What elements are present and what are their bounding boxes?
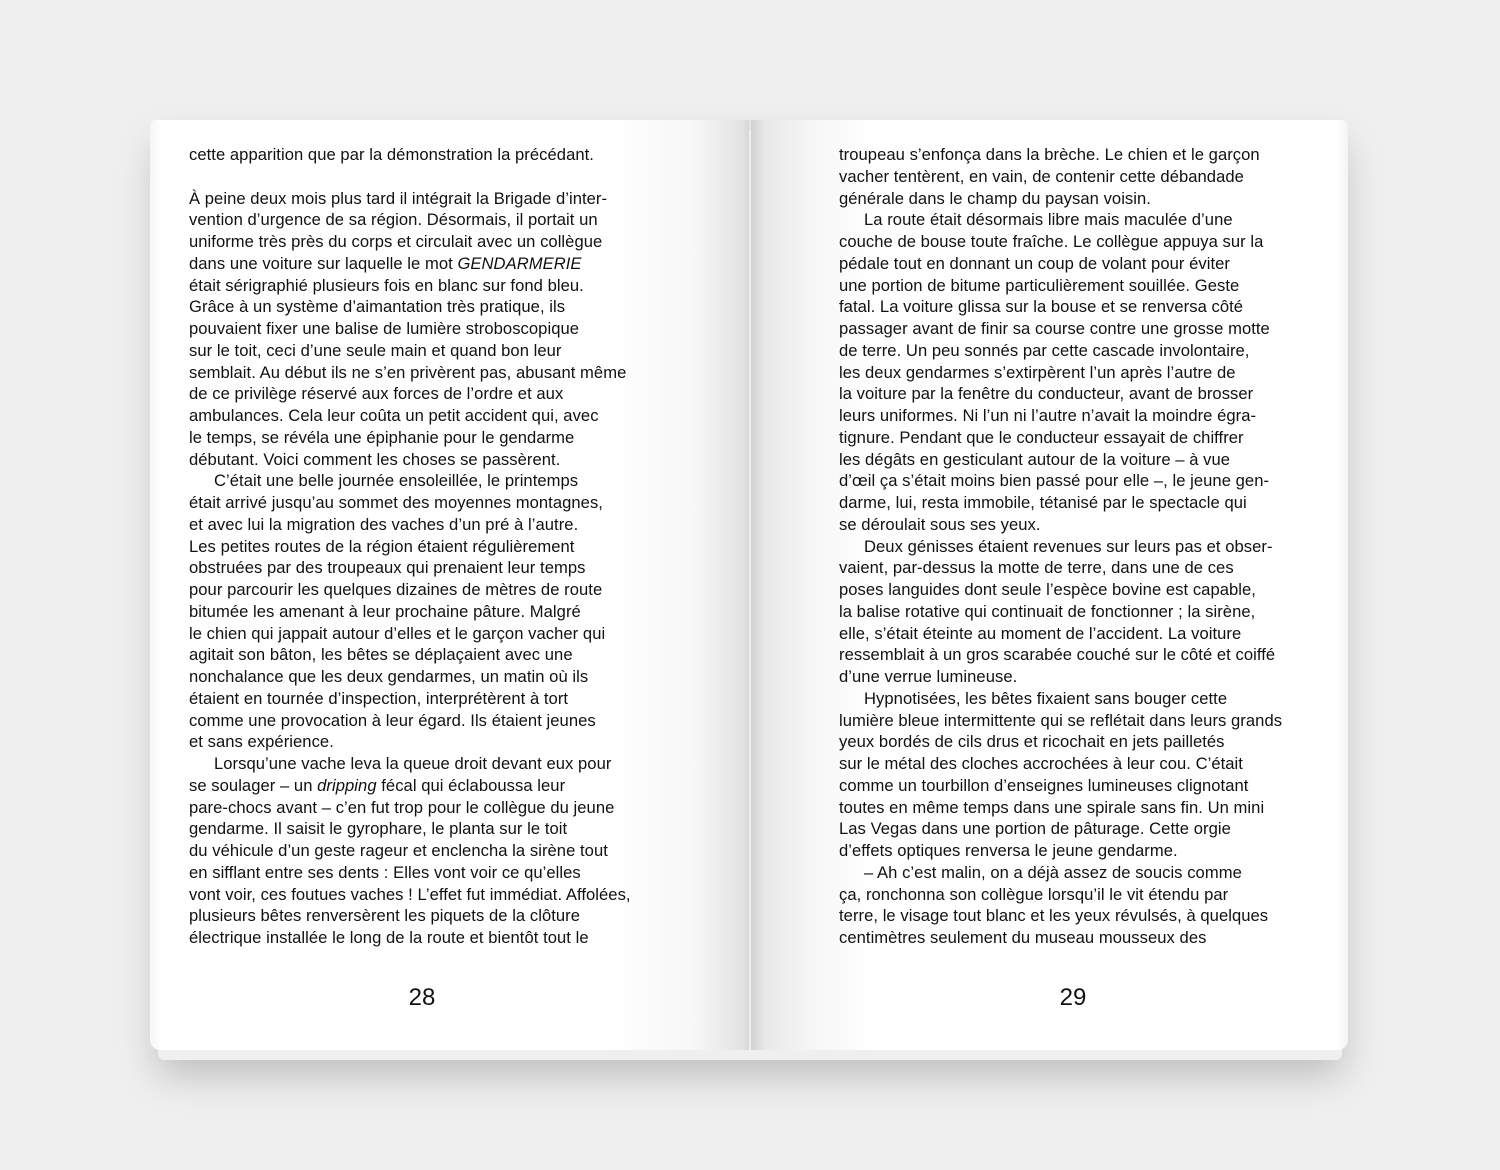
text-line <box>839 470 1319 492</box>
line-text: étaient en tournée d’inspection, interprétèrent à tort <box>189 688 569 708</box>
text-line <box>839 905 1319 927</box>
line-text: À peine deux mois plus tard il intégrait la Brigade d’inter- <box>189 188 608 208</box>
text-line <box>189 927 669 949</box>
italic-text: dripping <box>317 775 377 795</box>
line-text: pédale tout en donnant un coup de volant pour éviter <box>839 253 1231 273</box>
text-line <box>189 492 669 514</box>
right-page-number: 29 <box>1059 984 1087 1011</box>
line-text: de terre. Un peu sonnés par cette cascade involontaire, <box>839 340 1250 360</box>
line-text: ambulances. Cela leur coûta un petit accident qui, avec <box>189 406 599 425</box>
text-line <box>839 318 1319 340</box>
line-text: tignure. Pendant que le conducteur essayait de chiffrer <box>839 427 1244 447</box>
text-line <box>189 188 669 210</box>
text-line <box>189 383 669 405</box>
line-text: obstruées par des troupeaux qui prenaient leur temps <box>189 558 586 578</box>
line-text: troupeau s’enfonça dans la brèche. Le chien et le garçon <box>839 145 1260 164</box>
text-line <box>839 231 1319 253</box>
left-page-number: 28 <box>408 984 436 1011</box>
line-text: ressemblait à un gros scarabée couché sur le côté et coiffé <box>839 645 1276 665</box>
text-line <box>189 253 669 275</box>
text-line <box>839 405 1319 427</box>
line-text: nonchalance que les deux gendarmes, un matin où ils <box>189 667 589 686</box>
text-line <box>189 340 669 362</box>
text-line <box>189 666 669 688</box>
text-line <box>839 383 1319 405</box>
text-line <box>839 209 1319 231</box>
text-line <box>189 209 669 231</box>
text-line <box>189 579 669 601</box>
text-line <box>189 862 669 884</box>
line-text: d’effets optiques renversa le jeune gendarme. <box>839 841 1178 860</box>
line-text: de ce privilège réservé aux forces de l’ordre et aux <box>189 384 564 404</box>
line-text: d’une verrue lumineuse. <box>839 667 1018 686</box>
line-text: les deux gendarmes s’extirpèrent l’un après l’autre de <box>839 362 1236 382</box>
line-text: cette apparition que par la démonstration la précédant. <box>189 145 594 164</box>
text-line <box>189 623 669 645</box>
text-line <box>839 601 1319 623</box>
text-line <box>189 275 669 297</box>
text-line <box>839 275 1319 297</box>
line-text: Grâce à un système d’aimantation très pratique, ils <box>189 297 566 317</box>
text-line <box>189 470 669 492</box>
text-line <box>189 797 669 819</box>
line-text: passager avant de finir sa course contre une grosse motte <box>839 319 1270 338</box>
text-line <box>839 427 1319 449</box>
text-line <box>839 296 1319 318</box>
line-text: comme un tourbillon d’enseignes lumineuses clignotant <box>839 775 1249 795</box>
line-text: Deux génisses étaient revenues sur leurs pas et obser- <box>864 536 1273 556</box>
text-line <box>839 862 1319 884</box>
line-text: le temps, se révéla une épiphanie pour le gendarme <box>189 427 575 447</box>
line-text: agitait son bâton, les bêtes se déplaçaient avec une <box>189 645 573 665</box>
text-line <box>839 579 1319 601</box>
line-text: pouvaient fixer une balise de lumière stroboscopique <box>189 319 580 338</box>
left-page <box>150 120 749 1050</box>
text-line <box>839 710 1319 732</box>
line-text: fatal. La voiture glissa sur la bouse et se renversa côté <box>839 297 1244 317</box>
line-text: poses languides dont seule l’espèce bovine est capable, <box>839 580 1256 599</box>
line-text: yeux bordés de cils drus et ricochait en jets pailletés <box>839 732 1225 752</box>
line-text: se soulager – un <box>189 775 318 795</box>
line-text: uniforme très près du corps et circulait avec un collègue <box>189 232 603 251</box>
line-text: sur le métal des cloches accrochées à leur cou. C’était <box>839 754 1243 773</box>
line-text: bitumée les amenant à leur prochaine pâture. Malgré <box>189 601 581 621</box>
text-line <box>189 644 669 666</box>
text-line <box>839 623 1319 645</box>
text-line <box>839 253 1319 275</box>
text-line <box>189 710 669 732</box>
line-text: vaient, par-dessus la motte de terre, dans une de ces <box>839 558 1234 578</box>
right-page <box>751 120 1348 1050</box>
line-text: vention d’urgence de sa région. Désormais, il portait un <box>189 210 598 230</box>
text-line <box>189 318 669 340</box>
line-text: plusieurs bêtes renversèrent les piquets de la clôture <box>189 906 581 926</box>
line-text: semblait. Au début ils ne s’en privèrent pas, abusant même <box>189 362 627 382</box>
line-text: les dégâts en gesticulant autour de la voiture – à vue <box>839 449 1231 469</box>
line-text: était arrivé jusqu’au sommet des moyennes montagnes, <box>189 493 603 512</box>
line-text: et avec lui la migration des vaches d’un pré à l’autre. <box>189 514 579 534</box>
line-text: Lorsqu’une vache leva la queue droit devant eux pour <box>214 754 612 773</box>
line-text: Hypnotisées, les bêtes fixaient sans bouger cette <box>864 688 1228 708</box>
text-line <box>839 340 1319 362</box>
line-text: ça, ronchonna son collègue lorsqu’il le vit étendu par <box>839 884 1229 904</box>
italic-text: GENDARMERIE <box>457 253 582 273</box>
line-text: dans une voiture sur laquelle le mot <box>189 253 458 273</box>
text-line <box>189 427 669 449</box>
left-page-text <box>189 144 669 949</box>
line-text: se déroulait sous ses yeux. <box>839 514 1041 534</box>
line-text: vont voir, ces foutues vaches ! L’effet fut immédiat. Affolées, <box>189 884 631 904</box>
line-text: d’œil ça s’était moins bien passé pour elle –, le jeune gen- <box>839 471 1270 491</box>
line-text: pare-chocs avant – c’en fut trop pour le collègue du jeune <box>189 797 615 817</box>
line-text: une portion de bitume particulièrement souillée. Geste <box>839 275 1240 295</box>
text-line <box>839 797 1319 819</box>
text-line <box>839 927 1319 949</box>
right-page-text <box>839 144 1319 949</box>
line-text: centimètres seulement du museau mousseux des <box>839 928 1207 947</box>
line-text: vacher tentèrent, en vain, de contenir cette débandade <box>839 166 1244 186</box>
line-text: électrique installée le long de la route et bientôt tout le <box>189 928 589 947</box>
line-text: Les petites routes de la région étaient régulièrement <box>189 536 575 556</box>
text-line <box>189 362 669 384</box>
text-line <box>839 449 1319 471</box>
line-text: leurs uniformes. Ni l’un ni l’autre n’avait la moindre égra- <box>839 406 1257 425</box>
text-line <box>839 666 1319 688</box>
line-text: couche de bouse toute fraîche. Le collègue appuya sur la <box>839 232 1264 251</box>
line-text: la balise rotative qui continuait de fonctionner ; la sirène, <box>839 601 1256 621</box>
line-text: comme une provocation à leur égard. Ils étaient jeunes <box>189 710 596 730</box>
text-line <box>839 753 1319 775</box>
text-line <box>839 884 1319 906</box>
line-text: le chien qui jappait autour d’elles et le garçon vacher qui <box>189 623 606 643</box>
line-text: sur le toit, ceci d’une seule main et quand bon leur <box>189 340 562 360</box>
line-text: pour parcourir les quelques dizaines de mètres de route <box>189 580 603 599</box>
text-line <box>189 775 669 797</box>
text-line <box>839 840 1319 862</box>
line-text-after: fécal qui éclaboussa leur <box>376 775 566 795</box>
line-text: et sans expérience. <box>189 732 334 752</box>
text-line <box>189 449 669 471</box>
text-line <box>839 536 1319 558</box>
text-line <box>189 405 669 427</box>
text-line <box>189 840 669 862</box>
text-line <box>189 144 669 166</box>
line-text: darme, lui, resta immobile, tétanisé par le spectacle qui <box>839 493 1247 512</box>
text-line <box>189 231 669 253</box>
text-line <box>839 557 1319 579</box>
line-text: générale dans le champ du paysan voisin. <box>839 188 1151 208</box>
text-line <box>839 818 1319 840</box>
text-line <box>839 644 1319 666</box>
text-line <box>839 688 1319 710</box>
text-line <box>839 731 1319 753</box>
text-line <box>189 296 669 318</box>
text-line <box>189 818 669 840</box>
line-text: gendarme. Il saisit le gyrophare, le planta sur le toit <box>189 819 568 839</box>
text-line <box>839 188 1319 210</box>
text-line <box>189 536 669 558</box>
line-text: la voiture par la fenêtre du conducteur, avant de brosser <box>839 384 1254 404</box>
text-line <box>839 144 1319 166</box>
text-line <box>839 166 1319 188</box>
line-text: – Ah c’est malin, on a déjà assez de soucis comme <box>864 862 1242 882</box>
line-text: était sérigraphié plusieurs fois en blanc sur fond bleu. <box>189 275 584 295</box>
text-line <box>189 166 669 188</box>
text-line <box>189 557 669 579</box>
text-line <box>189 514 669 536</box>
line-text: toutes en même temps dans une spirale sans fin. Un mini <box>839 797 1265 817</box>
text-line <box>839 492 1319 514</box>
text-line <box>189 884 669 906</box>
line-text: du véhicule d’un geste rageur et enclencha la sirène tout <box>189 841 608 860</box>
text-line <box>189 601 669 623</box>
line-text: La route était désormais libre mais maculée d’une <box>864 210 1233 230</box>
line-text: lumière bleue intermittente qui se reflétait dans leurs grands <box>839 710 1283 730</box>
text-line <box>839 514 1319 536</box>
text-line <box>839 775 1319 797</box>
text-line <box>189 905 669 927</box>
text-line <box>189 753 669 775</box>
line-text: elle, s’était éteinte au moment de l’accident. La voiture <box>839 623 1242 643</box>
line-text: Las Vegas dans une portion de pâturage. Cette orgie <box>839 819 1231 839</box>
line-text: terre, le visage tout blanc et les yeux révulsés, à quelques <box>839 906 1269 926</box>
line-text: en sifflant entre ses dents : Elles vont voir ce qu’elles <box>189 862 581 882</box>
line-text: débutant. Voici comment les choses se passèrent. <box>189 449 561 469</box>
text-line <box>189 688 669 710</box>
line-text: C’était une belle journée ensoleillée, le printemps <box>214 471 579 491</box>
text-line <box>189 731 669 753</box>
text-line <box>839 362 1319 384</box>
